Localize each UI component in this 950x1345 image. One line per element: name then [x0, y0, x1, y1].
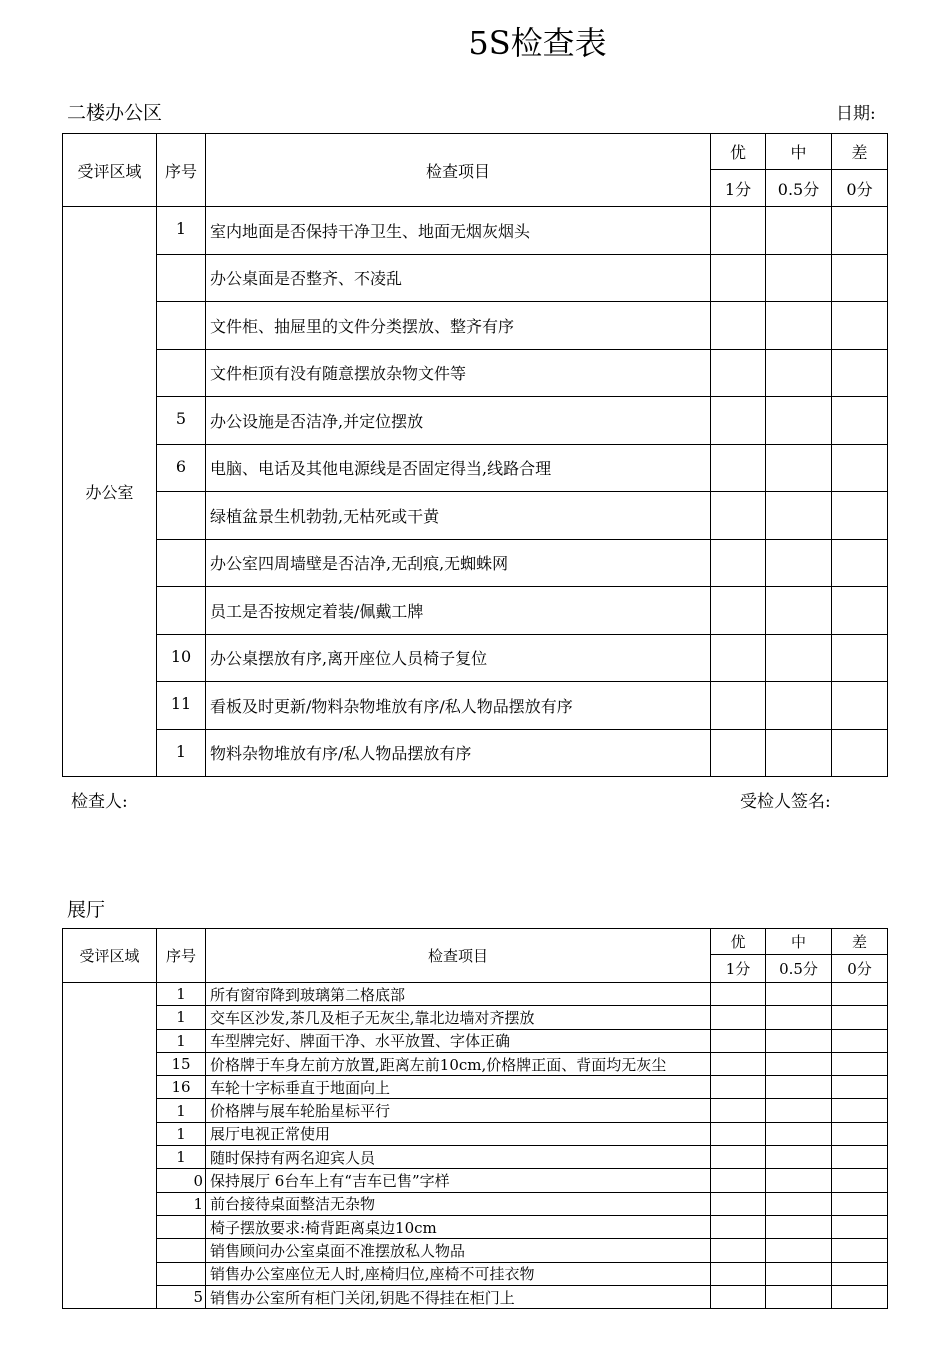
row-number: 0 [157, 1169, 206, 1192]
row-number: 5 [157, 397, 206, 445]
score-good-cell[interactable] [711, 207, 766, 255]
header-no: 序号 [157, 134, 206, 207]
row-item: 所有窗帘降到玻璃第二格底部 [206, 983, 711, 1006]
header-bad-score: 0分 [832, 170, 888, 207]
score-mid-cell[interactable] [766, 1285, 832, 1308]
row-item: 保持展厅 6台车上有“吉车已售”字样 [206, 1169, 711, 1192]
zone-cell [63, 983, 157, 1309]
score-bad-cell[interactable] [832, 1239, 888, 1262]
score-mid-cell[interactable] [766, 634, 832, 682]
score-bad-cell[interactable] [832, 1099, 888, 1122]
table-row [63, 539, 888, 587]
row-number: 16 [157, 1076, 206, 1099]
table-row [63, 207, 888, 255]
score-good-cell[interactable] [711, 587, 766, 635]
table-row [63, 634, 888, 682]
score-good-cell[interactable] [711, 1169, 766, 1192]
row-number [157, 1215, 206, 1238]
row-number: 6 [157, 444, 206, 492]
row-number: 1 [157, 1099, 206, 1122]
row-item: 室内地面是否保持干净卫生、地面无烟灰烟头 [206, 207, 711, 255]
row-item: 椅子摆放要求:椅背距离桌边10cm [206, 1215, 711, 1238]
score-mid-cell[interactable] [766, 207, 832, 255]
row-number [157, 1239, 206, 1262]
score-bad-cell[interactable] [832, 587, 888, 635]
area-label: 二楼办公区 [67, 102, 163, 124]
score-mid-cell[interactable] [766, 1006, 832, 1029]
score-mid-cell[interactable] [766, 1239, 832, 1262]
score-good-cell[interactable] [711, 1192, 766, 1215]
score-good-cell[interactable] [711, 492, 766, 540]
score-bad-cell[interactable] [832, 1122, 888, 1145]
row-item: 前台接待桌面整洁无杂物 [206, 1192, 711, 1215]
header-mid: 中 [766, 929, 832, 955]
score-mid-cell[interactable] [766, 444, 832, 492]
showroom-inspection-table [62, 928, 888, 1309]
header-bad-score: 0分 [832, 955, 888, 983]
row-number: 1 [157, 983, 206, 1006]
score-bad-cell[interactable] [832, 1076, 888, 1099]
table-row [63, 1029, 888, 1052]
score-bad-cell[interactable] [832, 1285, 888, 1308]
score-good-cell[interactable] [711, 729, 766, 777]
row-number: 11 [157, 682, 206, 730]
score-mid-cell[interactable] [766, 1146, 832, 1169]
row-item: 文件柜、抽屉里的文件分类摆放、整齐有序 [206, 302, 711, 350]
table-row [63, 1099, 888, 1122]
score-good-cell[interactable] [711, 1262, 766, 1285]
header-zone: 受评区域 [63, 929, 157, 983]
header-mid-score: 0.5分 [766, 955, 832, 983]
score-bad-cell[interactable] [832, 1215, 888, 1238]
table-row [63, 729, 888, 777]
row-number: 1 [157, 207, 206, 255]
score-good-cell[interactable] [711, 349, 766, 397]
row-item: 销售办公室所有柜门关闭,钥匙不得挂在柜门上 [206, 1285, 711, 1308]
row-number [157, 302, 206, 350]
score-bad-cell[interactable] [832, 254, 888, 302]
score-mid-cell[interactable] [766, 1029, 832, 1052]
row-number: 1 [157, 729, 206, 777]
row-item: 文件柜顶有没有随意摆放杂物文件等 [206, 349, 711, 397]
score-bad-cell[interactable] [832, 349, 888, 397]
score-bad-cell[interactable] [832, 444, 888, 492]
row-number: 1 [157, 1006, 206, 1029]
score-mid-cell[interactable] [766, 587, 832, 635]
score-mid-cell[interactable] [766, 492, 832, 540]
table-row [63, 983, 888, 1006]
office-inspection-table [62, 133, 888, 777]
score-mid-cell[interactable] [766, 539, 832, 587]
score-good-cell[interactable] [711, 634, 766, 682]
score-mid-cell[interactable] [766, 983, 832, 1006]
score-bad-cell[interactable] [832, 397, 888, 445]
row-item: 物料杂物堆放有序/私人物品摆放有序 [206, 729, 711, 777]
area-label-showroom: 展厅 [67, 899, 106, 921]
page-title: 5S检查表 [468, 24, 607, 62]
row-item: 办公室四周墙壁是否洁净,无刮痕,无蜘蛛网 [206, 539, 711, 587]
row-item: 电脑、电话及其他电源线是否固定得当,线路合理 [206, 444, 711, 492]
score-mid-cell[interactable] [766, 1122, 832, 1145]
table-row [63, 397, 888, 445]
table-row [63, 1285, 888, 1308]
score-good-cell[interactable] [711, 983, 766, 1006]
score-mid-cell[interactable] [766, 1192, 832, 1215]
table-row [63, 1239, 888, 1262]
header-no: 序号 [157, 929, 206, 983]
score-bad-cell[interactable] [832, 1029, 888, 1052]
score-good-cell[interactable] [711, 1052, 766, 1075]
header-mid-score: 0.5分 [766, 170, 832, 207]
date-label: 日期: [836, 104, 876, 124]
row-item: 车型牌完好、牌面干净、水平放置、字体正确 [206, 1029, 711, 1052]
score-good-cell[interactable] [711, 1006, 766, 1029]
header-good: 优 [711, 134, 766, 170]
score-good-cell[interactable] [711, 302, 766, 350]
score-good-cell[interactable] [711, 539, 766, 587]
score-good-cell[interactable] [711, 444, 766, 492]
score-good-cell[interactable] [711, 1076, 766, 1099]
row-item: 价格牌于车身左前方放置,距离左前10cm,价格牌正面、背面均无灰尘 [206, 1052, 711, 1075]
row-item: 办公桌摆放有序,离开座位人员椅子复位 [206, 634, 711, 682]
table-row [63, 1122, 888, 1145]
header-good-score: 1分 [711, 170, 766, 207]
row-number [157, 349, 206, 397]
header-good: 优 [711, 929, 766, 955]
table-row [63, 1215, 888, 1238]
table-row [63, 1052, 888, 1075]
score-good-cell[interactable] [711, 1122, 766, 1145]
table-row [63, 349, 888, 397]
row-number [157, 1262, 206, 1285]
score-mid-cell[interactable] [766, 349, 832, 397]
score-mid-cell[interactable] [766, 1052, 832, 1075]
score-mid-cell[interactable] [766, 1169, 832, 1192]
score-good-cell[interactable] [711, 254, 766, 302]
score-bad-cell[interactable] [832, 983, 888, 1006]
score-bad-cell[interactable] [832, 207, 888, 255]
score-bad-cell[interactable] [832, 1052, 888, 1075]
score-good-cell[interactable] [711, 1285, 766, 1308]
row-number [157, 587, 206, 635]
row-item: 展厅电视正常使用 [206, 1122, 711, 1145]
row-number [157, 539, 206, 587]
table-row [63, 492, 888, 540]
zone-name: 办公室 [63, 207, 157, 777]
row-item: 交车区沙发,茶几及柜子无灰尘,靠北边墙对齐摆放 [206, 1006, 711, 1029]
row-number: 5 [157, 1285, 206, 1308]
score-mid-cell[interactable] [766, 302, 832, 350]
table-row [63, 254, 888, 302]
score-bad-cell[interactable] [832, 1146, 888, 1169]
row-item: 办公桌面是否整齐、不凌乱 [206, 254, 711, 302]
score-mid-cell[interactable] [766, 1076, 832, 1099]
row-item: 销售顾问办公室桌面不准摆放私人物品 [206, 1239, 711, 1262]
score-mid-cell[interactable] [766, 682, 832, 730]
header-bad: 差 [832, 134, 888, 170]
signee-label: 受检人签名: [740, 792, 831, 812]
score-good-cell[interactable] [711, 1239, 766, 1262]
table-row [63, 1192, 888, 1215]
score-bad-cell[interactable] [832, 492, 888, 540]
row-item: 销售办公室座位无人时,座椅归位,座椅不可挂衣物 [206, 1262, 711, 1285]
table-row [63, 587, 888, 635]
score-mid-cell[interactable] [766, 254, 832, 302]
table-row [63, 682, 888, 730]
row-item: 员工是否按规定着装/佩戴工牌 [206, 587, 711, 635]
score-good-cell[interactable] [711, 682, 766, 730]
row-number: 1 [157, 1146, 206, 1169]
header-zone: 受评区域 [63, 134, 157, 207]
inspector-label: 检查人: [71, 792, 128, 812]
row-item: 车轮十字标垂直于地面向上 [206, 1076, 711, 1099]
row-item: 随时保持有两名迎宾人员 [206, 1146, 711, 1169]
row-item: 绿植盆景生机勃勃,无枯死或干黄 [206, 492, 711, 540]
table-row [63, 1076, 888, 1099]
header-bad: 差 [832, 929, 888, 955]
score-bad-cell[interactable] [832, 682, 888, 730]
score-bad-cell[interactable] [832, 539, 888, 587]
table-row [63, 1262, 888, 1285]
table-row [63, 1146, 888, 1169]
table-row [63, 1169, 888, 1192]
score-good-cell[interactable] [711, 1029, 766, 1052]
header-good-score: 1分 [711, 955, 766, 983]
score-bad-cell[interactable] [832, 302, 888, 350]
score-good-cell[interactable] [711, 1099, 766, 1122]
score-good-cell[interactable] [711, 397, 766, 445]
row-number [157, 492, 206, 540]
table-row [63, 302, 888, 350]
row-item: 办公设施是否洁净,并定位摆放 [206, 397, 711, 445]
score-good-cell[interactable] [711, 1146, 766, 1169]
score-bad-cell[interactable] [832, 1192, 888, 1215]
row-number: 1 [157, 1192, 206, 1215]
score-bad-cell[interactable] [832, 729, 888, 777]
score-good-cell[interactable] [711, 1215, 766, 1238]
row-number [157, 254, 206, 302]
header-mid: 中 [766, 134, 832, 170]
row-item: 看板及时更新/物料杂物堆放有序/私人物品摆放有序 [206, 682, 711, 730]
row-item: 价格牌与展车轮胎星标平行 [206, 1099, 711, 1122]
score-bad-cell[interactable] [832, 1262, 888, 1285]
score-mid-cell[interactable] [766, 729, 832, 777]
table-row [63, 444, 888, 492]
score-bad-cell[interactable] [832, 634, 888, 682]
row-number: 10 [157, 634, 206, 682]
row-number: 15 [157, 1052, 206, 1075]
header-item: 检查项目 [206, 134, 711, 207]
table-row [63, 1006, 888, 1029]
score-mid-cell[interactable] [766, 1215, 832, 1238]
row-number: 1 [157, 1029, 206, 1052]
score-mid-cell[interactable] [766, 1262, 832, 1285]
header-item: 检查项目 [206, 929, 711, 983]
score-bad-cell[interactable] [832, 1006, 888, 1029]
row-number: 1 [157, 1122, 206, 1145]
score-bad-cell[interactable] [832, 1169, 888, 1192]
score-mid-cell[interactable] [766, 1099, 832, 1122]
score-mid-cell[interactable] [766, 397, 832, 445]
